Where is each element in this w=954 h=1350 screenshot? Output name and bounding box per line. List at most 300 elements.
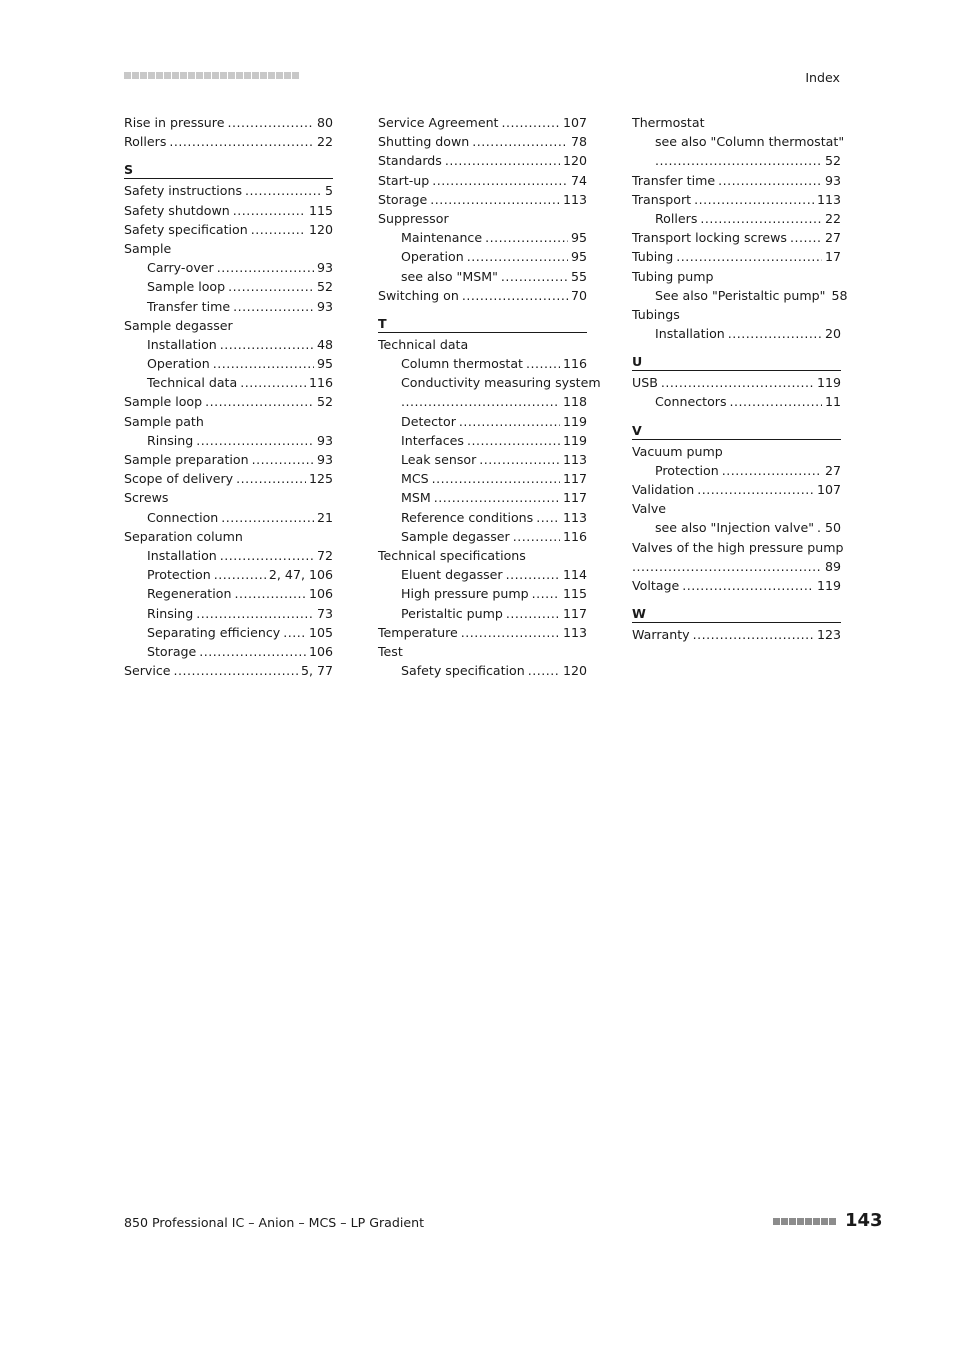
footer-product-name: 850 Professional IC – Anion – MCS – LP Gradient [124, 1215, 425, 1230]
index-subentry [378, 228, 587, 247]
dot-leader [501, 267, 568, 286]
dot-leader [174, 661, 298, 680]
index-subentry [632, 286, 848, 305]
decor-square [781, 1218, 788, 1225]
dot-leader [506, 604, 560, 623]
index-subentry [124, 258, 333, 277]
index-term: see also "Injection valve" [655, 520, 814, 536]
index-entry [632, 442, 841, 461]
index-subentry [632, 151, 841, 170]
dot-leader [479, 450, 560, 469]
index-term: Operation [147, 356, 210, 372]
index-page-ref: 22 [824, 210, 841, 226]
index-subentry [378, 488, 587, 507]
index-entry [124, 412, 333, 431]
index-term: Sample path [124, 413, 204, 429]
dot-leader [233, 297, 314, 316]
index-page-ref: 27 [824, 462, 841, 478]
index-term: Technical data [378, 336, 469, 352]
index-entry [124, 239, 333, 258]
index-page-ref: 119 [562, 413, 587, 429]
index-subentry [124, 277, 333, 296]
index-page-ref: 117 [562, 471, 587, 487]
index-term: Rinsing [147, 605, 194, 621]
index-entry [124, 132, 333, 151]
index-page-ref: 21 [316, 509, 333, 525]
index-subentry [378, 661, 587, 680]
index-term: see also "Column thermostat" [655, 134, 845, 150]
index-subentry [124, 373, 333, 392]
index-entry [632, 267, 841, 286]
decor-square [252, 72, 259, 79]
dot-leader [221, 508, 314, 527]
decor-square [220, 72, 227, 79]
index-page-ref: 55 [570, 268, 587, 284]
dot-leader [251, 220, 306, 239]
index-subentry [378, 412, 587, 431]
index-term: Sample degasser [401, 528, 510, 544]
index-subentry [124, 297, 333, 316]
index-term: Peristaltic pump [401, 605, 503, 621]
index-entry [378, 151, 587, 170]
index-term: Conductivity measuring system [401, 375, 601, 391]
decor-square [132, 72, 139, 79]
index-subentry [632, 461, 841, 480]
dot-leader [682, 576, 814, 595]
index-subentry [378, 247, 587, 266]
index-subentry [124, 565, 333, 584]
index-term: Switching on [378, 287, 459, 303]
dot-leader [234, 584, 306, 603]
index-page-ref: 115 [562, 586, 587, 602]
index-page-ref: 17 [824, 249, 841, 265]
index-term: Suppressor [378, 210, 449, 226]
index-term: Rise in pressure [124, 115, 225, 130]
index-entry [378, 132, 587, 151]
decor-square [156, 72, 163, 79]
decor-square [821, 1218, 828, 1225]
index-entry [124, 113, 333, 132]
index-term: Transfer time [147, 298, 231, 314]
index-page-ref: 73 [316, 605, 333, 621]
dot-leader [536, 508, 560, 527]
decor-square [829, 1218, 836, 1225]
index-entry [632, 171, 841, 190]
dot-leader [252, 450, 314, 469]
index-subentry [378, 431, 587, 450]
index-page-ref: 2, 47, 106 [268, 567, 333, 583]
index-page-ref: 113 [562, 191, 587, 207]
index-entry [124, 201, 333, 220]
dot-leader [240, 373, 306, 392]
dot-leader [722, 461, 822, 480]
index-page-ref: 115 [308, 202, 333, 218]
index-page-ref: 106 [308, 586, 333, 602]
dot-leader [461, 623, 560, 642]
index-term: Start-up [378, 172, 430, 188]
decor-square [268, 72, 275, 79]
index-term: Safety instructions [124, 183, 243, 199]
dot-leader [432, 171, 568, 190]
index-entry [378, 335, 587, 354]
index-term: Connectors [655, 394, 727, 410]
index-term: Standards [378, 153, 442, 169]
dot-leader [693, 625, 814, 644]
index-subentry [378, 450, 587, 469]
dot-leader [718, 171, 822, 190]
index-page-ref: 95 [570, 249, 587, 265]
dot-leader [730, 392, 822, 411]
index-subentry [378, 392, 587, 411]
index-page-ref: 123 [816, 627, 841, 643]
dot-leader [228, 277, 314, 296]
decor-square [789, 1218, 796, 1225]
index-subentry [632, 209, 841, 228]
index-page-ref: 113 [816, 191, 841, 207]
index-term: Storage [378, 191, 428, 207]
decor-square [244, 72, 251, 79]
index-entry [632, 538, 844, 557]
index-term: Storage [147, 643, 197, 659]
dot-leader [432, 469, 560, 488]
index-term: Interfaces [401, 432, 464, 448]
index-page-ref: 119 [562, 432, 587, 448]
index-term: Sample loop [124, 394, 203, 410]
index-subentry [124, 604, 333, 623]
dot-leader [694, 190, 814, 209]
index-term: MCS [401, 471, 429, 487]
index-page-ref: 5 [324, 183, 333, 199]
index-subentry [378, 267, 587, 286]
dot-leader [199, 642, 306, 661]
decor-square [797, 1218, 804, 1225]
index-term: Valves of the high pressure pump [632, 539, 844, 555]
index-column-2 [378, 113, 601, 680]
dot-leader [700, 209, 822, 228]
index-page-ref: 118 [562, 394, 587, 410]
dot-leader [459, 412, 560, 431]
index-letter-heading: W [632, 605, 841, 623]
decor-square [180, 72, 187, 79]
dot-leader [532, 584, 560, 603]
index-page-ref: 72 [316, 547, 333, 563]
index-subentry [124, 546, 333, 565]
index-entry [378, 171, 587, 190]
index-term: Separation column [124, 528, 243, 544]
dot-leader [233, 201, 306, 220]
index-term: Protection [147, 567, 211, 583]
decor-square [148, 72, 155, 79]
index-subentry [632, 392, 841, 411]
index-term: Rinsing [147, 432, 194, 448]
index-page-ref: 95 [316, 356, 333, 372]
dot-leader [817, 518, 822, 537]
index-page-ref: 125 [308, 471, 333, 487]
index-page-ref: 70 [570, 287, 587, 303]
index-term: Safety shutdown [124, 202, 230, 218]
header-decoration [124, 72, 299, 79]
index-entry [124, 661, 333, 680]
index-term: Protection [655, 462, 719, 478]
decor-square [212, 72, 219, 79]
index-page-ref: 113 [562, 452, 587, 467]
index-entry [124, 469, 333, 488]
decor-square [284, 72, 291, 79]
index-entry [632, 190, 841, 209]
dot-leader [213, 354, 314, 373]
index-page-ref: 74 [570, 172, 587, 188]
dot-leader [513, 527, 560, 546]
index-entry [124, 450, 333, 469]
index-page-ref: 120 [562, 663, 587, 679]
index-term: Voltage [632, 577, 680, 593]
index-page-ref: 48 [316, 336, 333, 352]
index-subentry [124, 354, 333, 373]
index-term: Screws [124, 490, 169, 506]
index-entry [632, 247, 841, 266]
index-term: Sample preparation [124, 452, 249, 467]
index-column-1 [124, 113, 333, 680]
index-page-ref: 113 [562, 509, 587, 525]
index-term: Safety specification [401, 663, 525, 679]
index-page-ref: 117 [562, 490, 587, 506]
decor-square [188, 72, 195, 79]
index-subentry [124, 584, 333, 603]
dot-leader [245, 181, 322, 200]
index-letter-heading: S [124, 161, 333, 179]
decor-square [805, 1218, 812, 1225]
index-term: Test [378, 643, 403, 659]
dot-leader [676, 247, 822, 266]
dot-leader [217, 258, 314, 277]
index-term: Service Agreement [378, 115, 499, 130]
index-page-ref: 113 [562, 624, 587, 640]
index-term: Validation [632, 482, 695, 497]
index-term: Tubing [632, 249, 674, 265]
index-term: Detector [401, 413, 456, 429]
decor-square [204, 72, 211, 79]
index-page-ref: 116 [562, 356, 587, 372]
dot-leader [462, 286, 568, 305]
index-subentry [378, 354, 587, 373]
dot-leader [655, 151, 822, 170]
index-term: USB [632, 375, 658, 391]
index-term: Column thermostat [401, 356, 523, 372]
index-page-ref: 52 [316, 279, 333, 295]
decor-square [140, 72, 147, 79]
index-entry [632, 373, 841, 392]
dot-leader [169, 132, 314, 151]
index-subentry [378, 604, 587, 623]
index-page-ref: 105 [308, 624, 333, 640]
index-term: Valve [632, 501, 667, 517]
index-term: Operation [401, 249, 464, 265]
index-page-ref: 11 [824, 394, 841, 410]
index-page-ref: 27 [824, 230, 841, 246]
decor-square [260, 72, 267, 79]
decor-square [124, 72, 131, 79]
index-term: High pressure pump [401, 586, 529, 602]
index-term: Separating efficiency [147, 624, 281, 640]
index-entry [632, 228, 841, 247]
index-entry [632, 305, 841, 324]
decor-square [164, 72, 171, 79]
decor-square [236, 72, 243, 79]
index-page-ref: 93 [316, 298, 333, 314]
dot-leader [401, 392, 560, 411]
index-term: Technical data [147, 375, 238, 391]
index-term: Regeneration [147, 586, 232, 602]
decor-square [172, 72, 179, 79]
header-title: Index [805, 70, 840, 85]
dot-leader [526, 354, 560, 373]
dot-leader [196, 604, 314, 623]
index-page-ref: 89 [824, 558, 841, 574]
decor-square [813, 1218, 820, 1225]
index-entry [632, 113, 841, 132]
dot-leader [528, 661, 560, 680]
index-term: Sample loop [147, 279, 226, 295]
index-page-ref: 107 [816, 482, 841, 497]
index-page-ref: 106 [308, 643, 333, 659]
dot-leader [661, 373, 814, 392]
index-page-ref: 80 [316, 115, 333, 130]
index-term: Reference conditions [401, 509, 534, 525]
dot-leader [430, 190, 560, 209]
index-subentry [378, 469, 587, 488]
dot-leader [467, 247, 568, 266]
index-subentry [124, 508, 333, 527]
index-term: Installation [147, 547, 217, 563]
index-entry [378, 113, 587, 132]
index-page-ref: 78 [570, 134, 587, 150]
index-entry [632, 499, 841, 518]
index-entry [124, 220, 333, 239]
dot-leader [445, 151, 560, 170]
index-subentry [632, 132, 845, 151]
index-entry [124, 392, 333, 411]
dot-leader [485, 228, 568, 247]
dot-leader [790, 228, 822, 247]
index-term: Transport locking screws [632, 230, 787, 246]
index-term: Safety specification [124, 221, 248, 237]
dot-leader [220, 335, 314, 354]
index-page-ref: 119 [816, 375, 841, 391]
dot-leader [467, 431, 560, 450]
index-entry [632, 480, 841, 499]
dot-leader [434, 488, 560, 507]
index-letter-heading: U [632, 353, 841, 371]
index-page-ref: 116 [562, 528, 587, 544]
index-subentry [378, 527, 587, 546]
index-entry [378, 546, 587, 565]
index-subentry [632, 518, 841, 537]
decor-square [292, 72, 299, 79]
index-letter-heading: V [632, 422, 841, 440]
index-page-ref: 116 [308, 375, 333, 391]
index-term: See also "Peristaltic pump" [655, 287, 826, 303]
index-term: Eluent degasser [401, 567, 503, 583]
index-page-ref: 107 [562, 115, 587, 130]
index-entry [124, 527, 333, 546]
index-page-ref: 50 [824, 520, 841, 536]
decor-square [773, 1218, 780, 1225]
index-page-ref: 119 [816, 577, 841, 593]
index-term: Installation [147, 336, 217, 352]
index-entry [124, 488, 333, 507]
index-term: Maintenance [401, 230, 483, 246]
page-number: 143 [845, 1210, 883, 1231]
index-term: Service [124, 663, 171, 679]
index-page-ref: 114 [562, 567, 587, 583]
index-page-ref: 58 [831, 287, 848, 303]
index-subentry [124, 335, 333, 354]
index-term: Tubings [632, 306, 680, 322]
index-entry [632, 625, 841, 644]
index-page-ref: 95 [570, 230, 587, 246]
index-term: Installation [655, 326, 725, 342]
index-entry [632, 557, 841, 576]
index-term: Sample [124, 240, 172, 256]
decor-square [228, 72, 235, 79]
index-term: Rollers [124, 134, 167, 150]
index-term: Rollers [655, 210, 698, 226]
dot-leader [283, 623, 306, 642]
dot-leader [472, 132, 568, 151]
index-letter-heading: T [378, 315, 587, 333]
index-subentry [632, 324, 841, 343]
footer-decoration [773, 1218, 836, 1225]
index-term: Vacuum pump [632, 443, 723, 459]
index-subentry [378, 565, 587, 584]
index-term: Scope of delivery [124, 471, 234, 487]
index-term: MSM [401, 490, 431, 506]
index-subentry [378, 584, 587, 603]
index-subentry [124, 642, 333, 661]
index-page-ref: 117 [562, 605, 587, 621]
index-page-ref: 5, 77 [300, 663, 333, 679]
dot-leader [236, 469, 306, 488]
dot-leader [214, 565, 266, 584]
index-term: Tubing pump [632, 268, 714, 284]
decor-square [276, 72, 283, 79]
index-term: see also "MSM" [401, 268, 498, 284]
dot-leader [697, 480, 814, 499]
index-term: Warranty [632, 627, 690, 643]
index-term: Leak sensor [401, 452, 477, 467]
index-page-ref: 93 [316, 432, 333, 448]
index-term: Sample degasser [124, 317, 233, 333]
index-page-ref: 20 [824, 326, 841, 342]
index-entry [124, 181, 333, 200]
dot-leader [632, 557, 822, 576]
index-subentry [124, 431, 333, 450]
dot-leader [205, 392, 314, 411]
dot-leader [506, 565, 560, 584]
index-page-ref: 93 [316, 452, 333, 467]
index-page-ref: 22 [316, 134, 333, 150]
dot-leader [502, 113, 560, 132]
decor-square [196, 72, 203, 79]
index-entry [124, 316, 333, 335]
index-entry [378, 286, 587, 305]
index-term: Technical specifications [378, 547, 526, 563]
index-entry [378, 190, 587, 209]
index-subentry [378, 373, 601, 392]
index-page-ref: 93 [316, 260, 333, 276]
index-page-ref: 93 [824, 172, 841, 188]
index-term: Temperature [378, 624, 458, 640]
